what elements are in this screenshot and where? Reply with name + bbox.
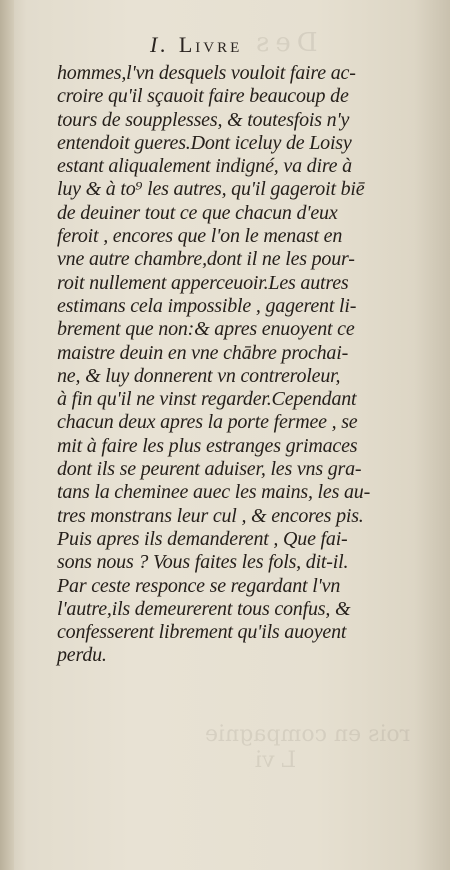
show-through-text: rois en compagnie [205, 722, 411, 747]
text-line: feroit , encores que l'on le menast en [57, 225, 343, 248]
text-line: chacun deux apres la porte fermee , se [57, 411, 358, 434]
text-line: croire qu'il sçauoit faire beaucoup de [57, 85, 349, 108]
text-line: entendoit gueres.Dont iceluy de Loisy [57, 131, 352, 154]
text-line: perdu. [57, 644, 107, 667]
text-line: mit à faire les plus estranges grimaces [57, 434, 358, 457]
text-line: brement que non:& apres enuoyent ce [57, 318, 355, 341]
running-head-title: Livre [178, 32, 243, 57]
text-line: sons nous ? Vous faites les fols, dit-il. [57, 551, 349, 574]
text-line: Par ceste responce se regardant l'vn [57, 574, 341, 597]
text-line: roit nullement apperceuoir.Les autres [57, 271, 349, 294]
text-line: estant aliqualement indigné, va dire à [57, 155, 352, 178]
show-through-head: Des [250, 28, 318, 58]
text-line: tours de soupplesses, & toutesfois n'y [57, 108, 350, 131]
page-gutter [0, 0, 14, 870]
text-line: tans la cheminee auec les mains, les au- [57, 481, 371, 504]
text-line: vne autre chambre,dont il ne les pour- [57, 248, 355, 271]
text-line: ne, & luy donnerent vn contreroleur, [57, 364, 341, 387]
text-line: hommes,l'vn desquels vouloit faire ac- [57, 62, 356, 84]
text-line: estimans cela impossible , gagerent li- [57, 294, 357, 317]
text-line: maistre deuin en vne chābre prochai- [57, 341, 349, 364]
text-line: dont ils se peurent aduiser, les vns gra- [57, 458, 362, 481]
text-line: tres monstrans leur cul , & encores pis. [57, 504, 364, 527]
running-head-number: I. [150, 32, 169, 57]
text-line: l'autre,ils demeurerent tous confus, & [57, 597, 351, 620]
text-line: luy & à to⁹ les autres, qu'il gageroit biē [57, 178, 365, 201]
text-body [57, 62, 432, 668]
text-line: à fin qu'il ne vinst regarder.Cependant [57, 388, 357, 411]
text-line: Puis apres ils demanderent , Que fai- [57, 527, 348, 550]
text-line: de deuiner tout ce que chacun d'eux [57, 201, 338, 224]
running-head [150, 32, 242, 58]
text-line: confesserent librement qu'ils auoyent [57, 621, 347, 644]
show-through-text: L vi [255, 748, 297, 773]
